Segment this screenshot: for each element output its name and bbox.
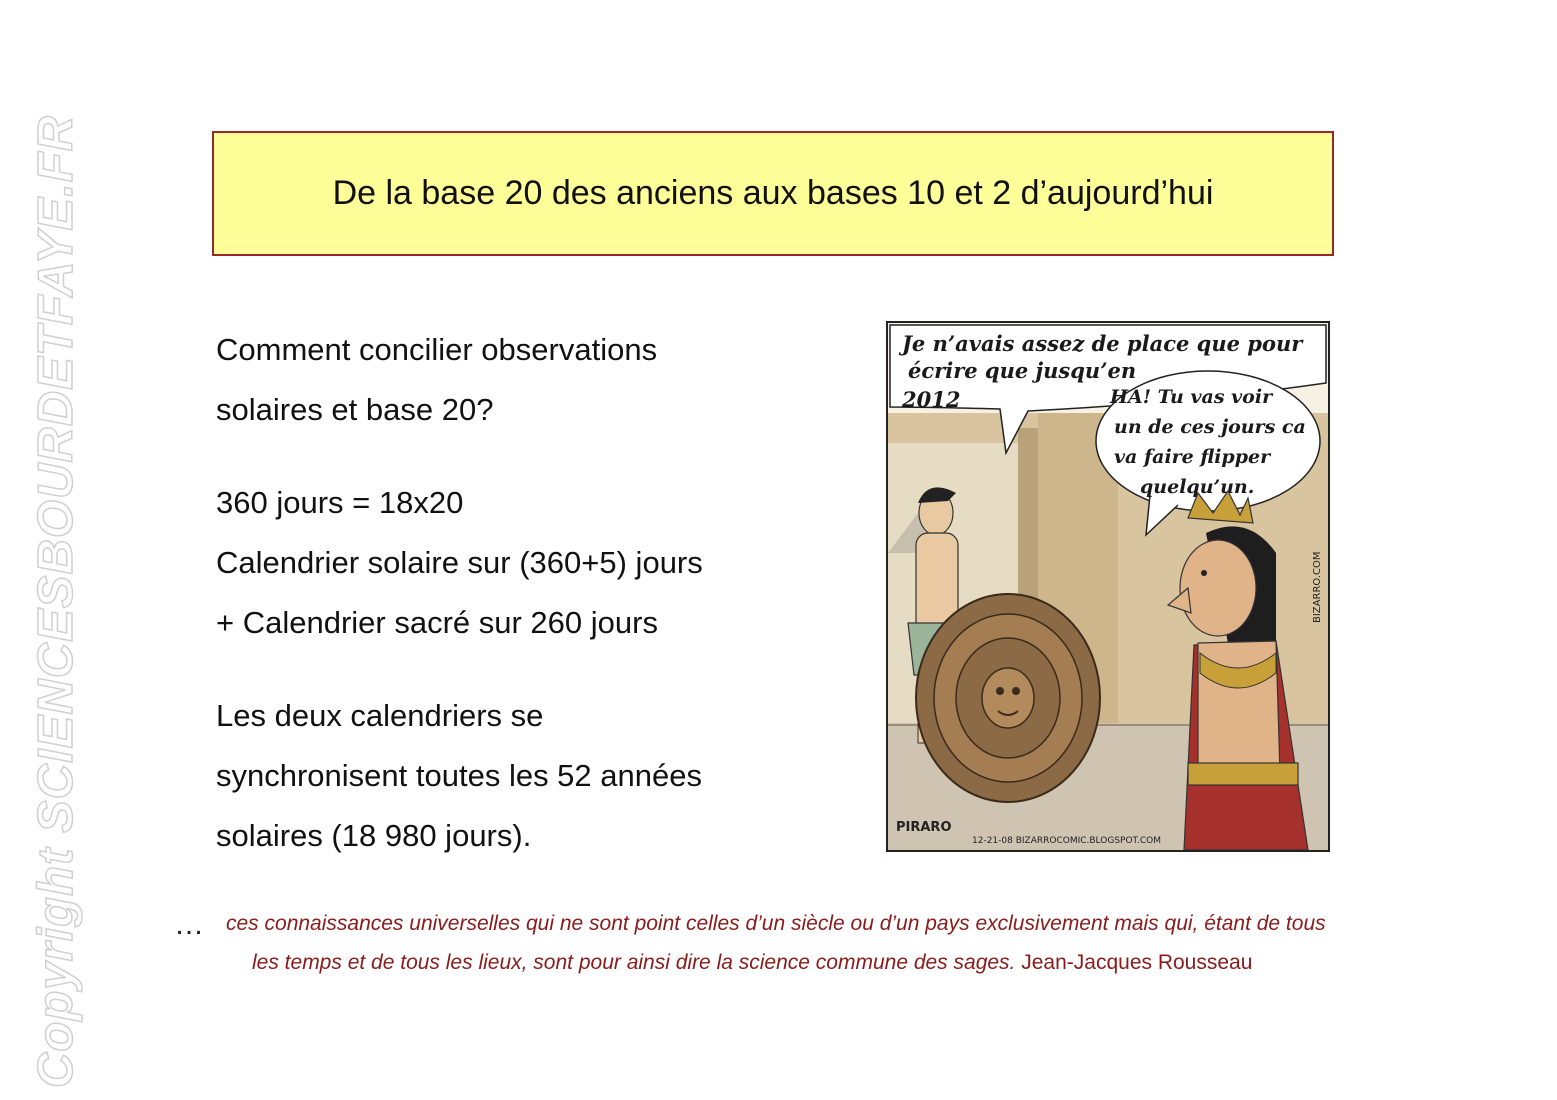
quote-line: les temps et de tous les lieux, sont pour ainsi dire la science commune des sages.: [252, 951, 1016, 974]
cartoon-signature: PIRARO: [896, 820, 952, 835]
text-line: solaires (18 980 jours).: [216, 818, 532, 853]
quote-line-with-author: [252, 951, 1252, 975]
paragraph-synchronisation: [216, 686, 702, 866]
title-box: [212, 131, 1334, 256]
bubble-left-line: écrire que jusqu’en: [908, 358, 1137, 383]
text-line: 360 jours = 18x20: [216, 485, 464, 520]
quote-ellipsis: …: [174, 908, 205, 941]
paragraph-calendars: [216, 473, 703, 653]
bubble-right-line: quelqu’un.: [1140, 476, 1255, 498]
bubble-left-line: Je n’avais assez de place que pour: [902, 331, 1303, 356]
cartoon-footer-credit: 12-21-08 BIZARROCOMIC.BLOGSPOT.COM: [972, 836, 1161, 846]
cartoon-drawing: [888, 323, 1328, 850]
text-line: synchronisent toutes les 52 années: [216, 758, 702, 793]
bizarro-cartoon: [886, 321, 1330, 852]
bubble-left-line: 2012: [902, 387, 961, 412]
text-line: + Calendrier sacré sur 260 jours: [216, 605, 658, 640]
text-line: Comment concilier observations: [216, 332, 658, 367]
text-line: Les deux calendriers se: [216, 698, 544, 733]
bubble-right-line: HA! Tu vas voir: [1110, 386, 1273, 408]
quote-author: Jean-Jacques Rousseau: [1021, 951, 1253, 974]
copyright-watermark: Copyright SCIENCESBOURDETFAYE.FR: [29, 114, 83, 1088]
bubble-right-line: va faire flipper: [1114, 446, 1271, 468]
aztec-calendar-stone: [916, 594, 1100, 802]
page-title: De la base 20 des anciens aux bases 10 et 2 d’aujourd’hui: [332, 174, 1214, 212]
paragraph-question: [216, 320, 657, 440]
quote-line: ces connaissances universelles qui ne sont point celles d’un siècle ou d’un pays exclusivement mais qui, étant de tous: [226, 912, 1326, 935]
bubble-right-line: un de ces jours ca: [1114, 416, 1306, 438]
text-line: solaires et base 20?: [216, 392, 494, 427]
cartoon-side-credit: BIZARRO.COM: [1312, 551, 1323, 623]
text-line: Calendrier solaire sur (360+5) jours: [216, 545, 703, 580]
